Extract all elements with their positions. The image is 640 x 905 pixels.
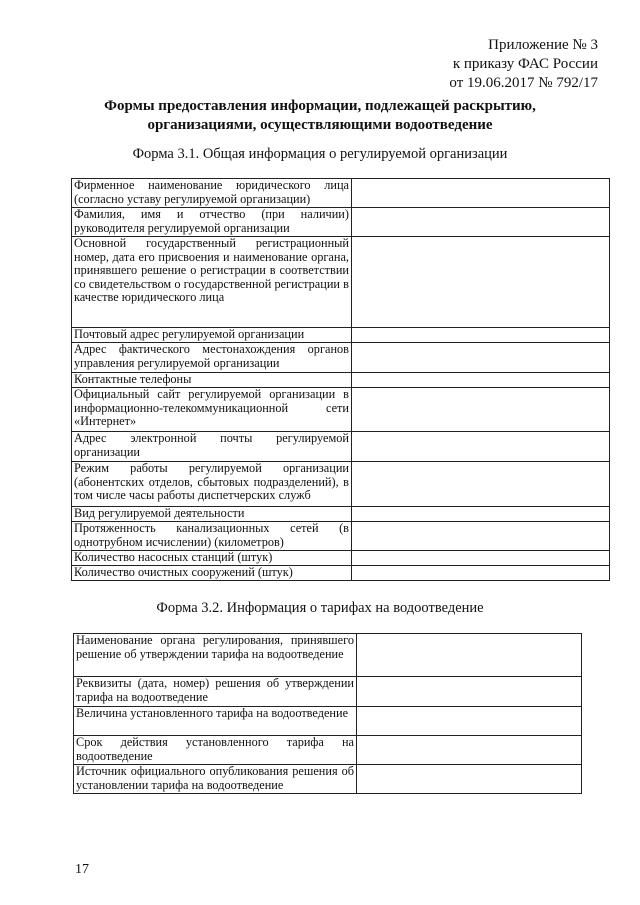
row-label: Фамилия, имя и отчество (при наличии) руководителя регулируемой организации [72, 208, 352, 237]
row-value [352, 522, 610, 551]
form-3-1-title: Форма 3.1. Общая информация о регулируемой организации [132, 146, 508, 162]
table-row [72, 237, 610, 328]
document-title [70, 97, 570, 135]
row-label: Почтовый адрес регулируемой организации [72, 328, 352, 343]
row-value [352, 208, 610, 237]
row-value [352, 432, 610, 462]
row-label: Срок действия установленного тарифа на водоотведение [74, 736, 357, 765]
table-row [72, 507, 610, 522]
row-label: Источник официального опубликования решения об установлении тарифа на водоотведение [74, 765, 357, 794]
table-row [74, 765, 582, 794]
row-value [357, 707, 582, 736]
table-row [72, 462, 610, 507]
table-row [74, 677, 582, 707]
row-value [357, 677, 582, 707]
row-label: Адрес электронной почты регулируемой организации [72, 432, 352, 462]
row-label: Режим работы регулируемой организации (абонентских отделов, сбытовых подразделений), в том числе часы работы диспетчерских служб [72, 462, 352, 507]
table-row [72, 432, 610, 462]
table-row [72, 328, 610, 343]
table-row [72, 179, 610, 208]
form-3-1-table [71, 178, 610, 581]
row-label: Фирменное наименование юридического лица (согласно уставу регулируемой организации) [72, 179, 352, 208]
row-value [357, 765, 582, 794]
table-row [72, 343, 610, 373]
row-value [357, 736, 582, 765]
appendix-reference [449, 36, 598, 93]
row-value [352, 566, 610, 581]
table-row [74, 736, 582, 765]
row-value [352, 328, 610, 343]
row-label: Адрес фактического местонахождения органов управления регулируемой организации [72, 343, 352, 373]
table-row [72, 388, 610, 432]
row-label: Контактные телефоны [72, 373, 352, 388]
row-value [352, 388, 610, 432]
document-title-line-2: организациями, осуществляющими водоотведение [147, 117, 493, 133]
appendix-line-1: Приложение № 3 [488, 37, 598, 53]
row-value [352, 343, 610, 373]
table-row [74, 634, 582, 677]
row-label: Протяженность канализационных сетей (в однотрубном исчислении) (километров) [72, 522, 352, 551]
row-value [352, 507, 610, 522]
row-value [352, 179, 610, 208]
row-value [352, 551, 610, 566]
table-row [72, 551, 610, 566]
row-label: Официальный сайт регулируемой организации в информационно-телекоммуникационной сети «Интернет» [72, 388, 352, 432]
table-row [72, 373, 610, 388]
appendix-line-2: к приказу ФАС России [452, 56, 598, 72]
row-value [352, 462, 610, 507]
row-value [352, 237, 610, 328]
table-row [72, 208, 610, 237]
row-label: Вид регулируемой деятельности [72, 507, 352, 522]
table-row [72, 566, 610, 581]
form-3-2-title: Форма 3.2. Информация о тарифах на водоотведение [156, 600, 484, 616]
form-3-2-table [73, 633, 582, 794]
row-label: Основной государственный регистрационный номер, дата его присвоения и наименование органа, принявшего решение о регистрации в соответствии со свидетельством о государственной регистрации в качестве юридического лица [72, 237, 352, 328]
row-value [357, 634, 582, 677]
appendix-line-3: от 19.06.2017 № 792/17 [449, 75, 598, 91]
row-label: Наименование органа регулирования, принявшего решение об утверждении тарифа на водоотведение [74, 634, 357, 677]
table-row [72, 522, 610, 551]
row-label: Величина установленного тарифа на водоотведение [74, 707, 357, 736]
table-row [74, 707, 582, 736]
row-label: Реквизиты (дата, номер) решения об утверждении тарифа на водоотведение [74, 677, 357, 707]
row-value [352, 373, 610, 388]
document-title-line-1: Формы предоставления информации, подлежащей раскрытию, [104, 98, 536, 114]
row-label: Количество очистных сооружений (штук) [72, 566, 352, 581]
page-number: 17 [75, 862, 89, 877]
row-label: Количество насосных станций (штук) [72, 551, 352, 566]
